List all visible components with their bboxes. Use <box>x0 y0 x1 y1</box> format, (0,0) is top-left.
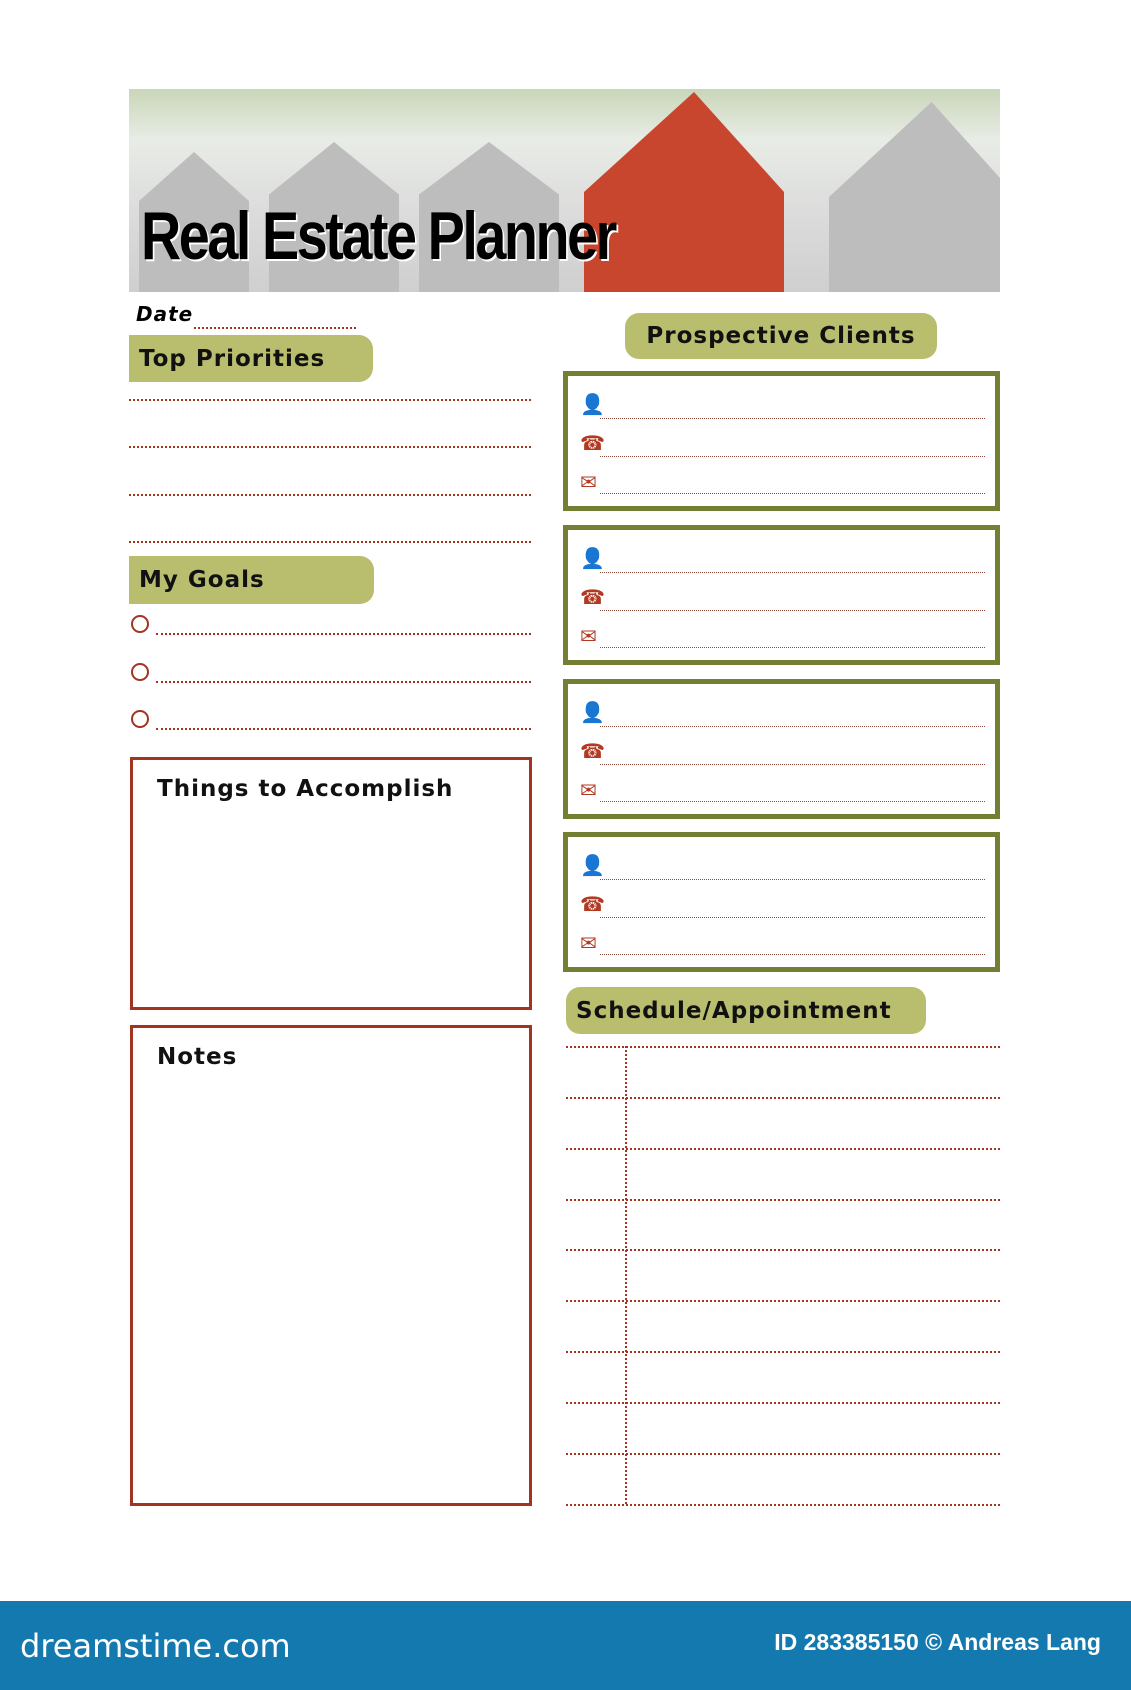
person-icon: 👤 <box>580 853 605 877</box>
client-name-field[interactable] <box>600 572 985 573</box>
house-image <box>829 102 1000 292</box>
client-email-field[interactable] <box>600 954 985 955</box>
person-icon: 👤 <box>580 700 605 724</box>
email-icon: ✉ <box>580 778 597 802</box>
priority-line[interactable] <box>129 399 531 401</box>
footer-credit: ID 283385150 © Andreas Lang <box>774 1629 1101 1655</box>
schedule-line[interactable] <box>566 1351 1000 1353</box>
phone-icon: ☎ <box>580 739 605 763</box>
person-icon: 👤 <box>580 546 605 570</box>
email-icon: ✉ <box>580 931 597 955</box>
goal-line[interactable] <box>156 728 531 730</box>
header-banner <box>129 89 1000 292</box>
date-label: Date <box>136 302 194 326</box>
email-icon: ✉ <box>580 624 597 648</box>
my-goals-heading: My Goals <box>129 556 374 604</box>
schedule-line[interactable] <box>566 1249 1000 1251</box>
client-name-field[interactable] <box>600 879 985 880</box>
notes-box[interactable] <box>130 1025 532 1506</box>
client-name-field[interactable] <box>600 726 985 727</box>
schedule-heading: Schedule/Appointment <box>566 987 926 1034</box>
notes-heading: Notes <box>157 1044 238 1070</box>
schedule-line[interactable] <box>566 1300 1000 1302</box>
client-phone-field[interactable] <box>600 764 985 765</box>
client-email-field[interactable] <box>600 647 985 648</box>
client-email-field[interactable] <box>600 493 985 494</box>
goal-line[interactable] <box>156 681 531 683</box>
page-title: Real Estate Planner <box>141 198 615 274</box>
client-phone-field[interactable] <box>600 610 985 611</box>
client-card <box>563 679 1000 819</box>
schedule-time-divider <box>625 1046 627 1504</box>
client-phone-field[interactable] <box>600 917 985 918</box>
things-heading: Things to Accomplish <box>157 776 454 802</box>
date-field[interactable] <box>194 327 356 329</box>
client-card <box>563 832 1000 972</box>
priority-line[interactable] <box>129 494 531 496</box>
client-card <box>563 525 1000 665</box>
schedule-line[interactable] <box>566 1504 1000 1506</box>
client-phone-field[interactable] <box>600 456 985 457</box>
schedule-line[interactable] <box>566 1453 1000 1455</box>
client-email-field[interactable] <box>600 801 985 802</box>
schedule-line[interactable] <box>566 1148 1000 1150</box>
priority-line[interactable] <box>129 446 531 448</box>
footer-brand: dreamstime.com <box>20 1627 291 1665</box>
schedule-line[interactable] <box>566 1046 1000 1048</box>
phone-icon: ☎ <box>580 431 605 455</box>
footer-bar <box>0 1601 1131 1690</box>
schedule-line[interactable] <box>566 1199 1000 1201</box>
goal-checkbox[interactable] <box>131 710 149 728</box>
goal-checkbox[interactable] <box>131 615 149 633</box>
goal-line[interactable] <box>156 633 531 635</box>
priority-line[interactable] <box>129 541 531 543</box>
goal-checkbox[interactable] <box>131 663 149 681</box>
schedule-line[interactable] <box>566 1097 1000 1099</box>
client-name-field[interactable] <box>600 418 985 419</box>
things-to-accomplish-box[interactable] <box>130 757 532 1010</box>
prospective-clients-heading: Prospective Clients <box>625 313 937 359</box>
top-priorities-heading: Top Priorities <box>129 335 373 382</box>
email-icon: ✉ <box>580 470 597 494</box>
person-icon: 👤 <box>580 392 605 416</box>
phone-icon: ☎ <box>580 585 605 609</box>
phone-icon: ☎ <box>580 892 605 916</box>
client-card <box>563 371 1000 511</box>
schedule-line[interactable] <box>566 1402 1000 1404</box>
